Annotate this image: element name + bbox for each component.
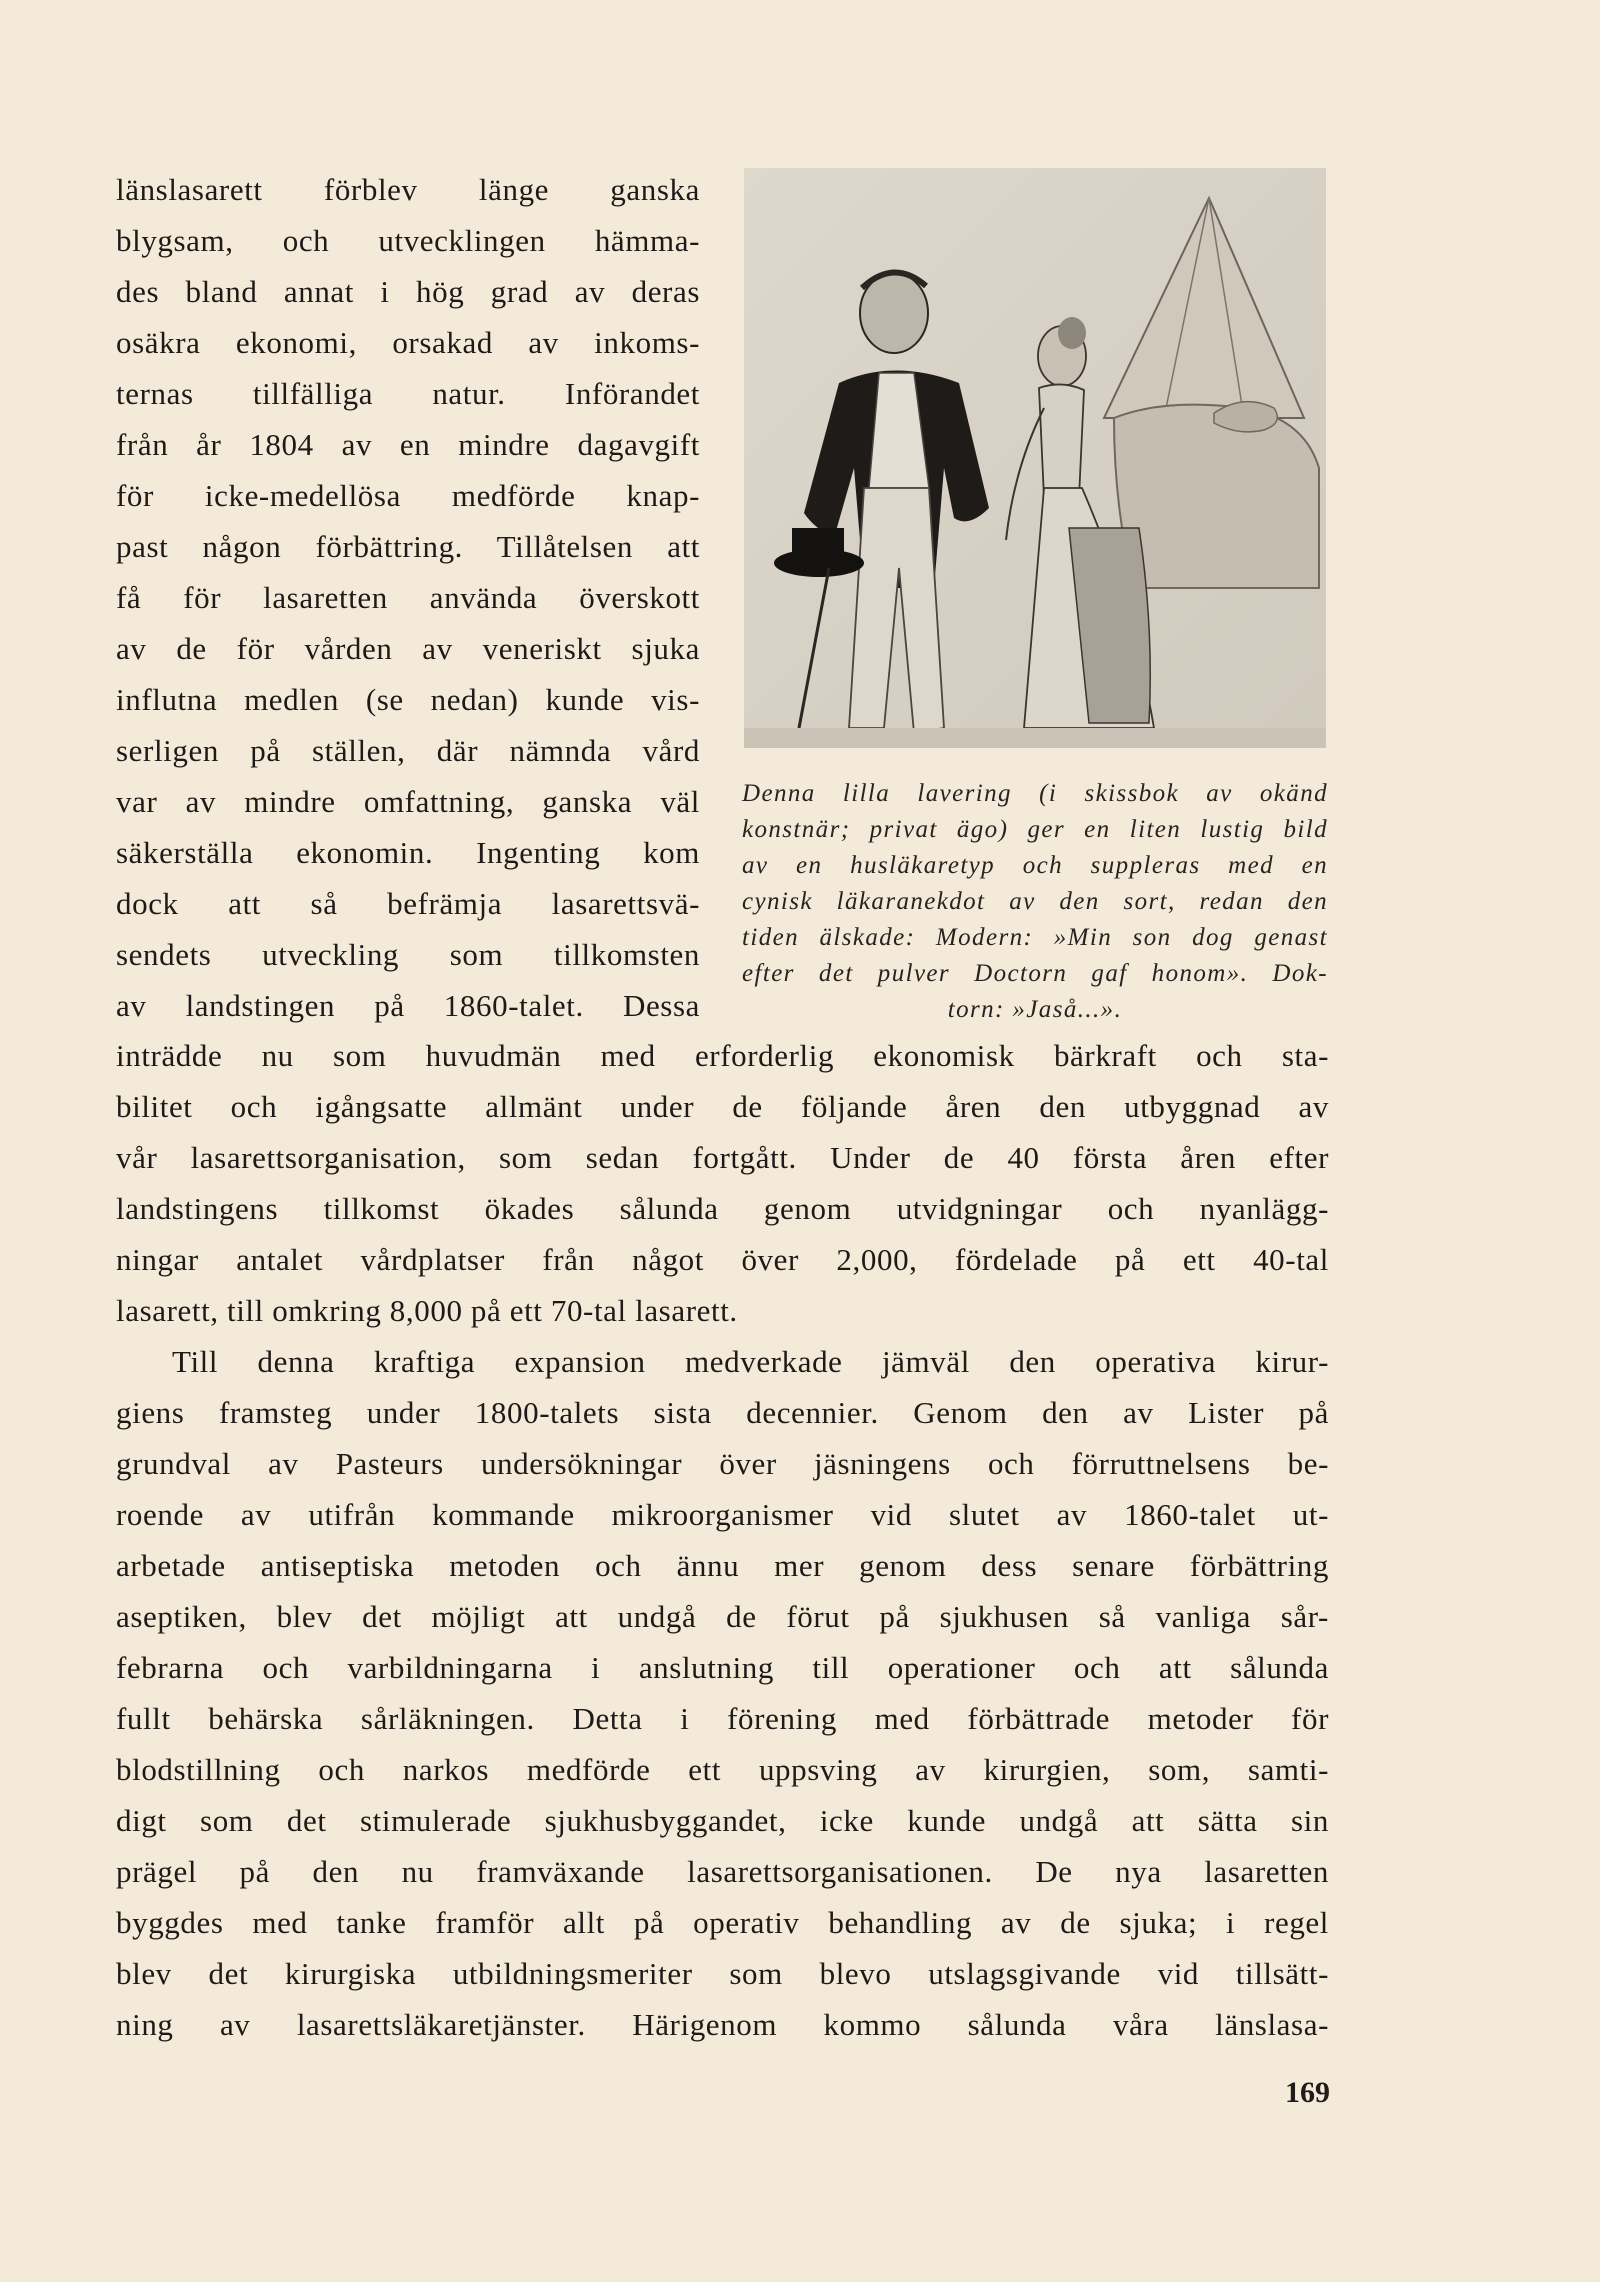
text-line: byggdes med tanke framför allt på operativ behandling av de sjuka; i regel xyxy=(116,1905,1329,1940)
text-line: blygsam, och utvecklingen hämma- xyxy=(116,223,700,258)
text-line: inträdde nu som huvudmän med erforderlig ekonomisk bärkraft och sta- xyxy=(116,1038,1329,1073)
caption-line: Denna lilla lavering (i skissbok av okänd xyxy=(742,780,1328,807)
text-line: giens framsteg under 1800-talets sista decennier. Genom den av Lister på xyxy=(116,1395,1329,1430)
text-line: febrarna och varbildningarna i anslutning till operationer och att sålunda xyxy=(116,1650,1329,1685)
page-number: 169 xyxy=(1285,2076,1330,2109)
text-line: Till denna kraftiga expansion medverkade jämväl den operativa kirur- xyxy=(172,1344,1329,1379)
caption-line: konstnär; privat ägo) ger en liten lustig bild xyxy=(742,816,1328,843)
text-line: fullt behärska sårläkningen. Detta i förening med förbättrade metoder för xyxy=(116,1701,1329,1736)
illustration-doctor-and-woman xyxy=(744,168,1326,748)
text-line: osäkra ekonomi, orsakad av inkoms- xyxy=(116,325,700,360)
caption-line: tiden älskade: Modern: »Min son dog genast xyxy=(742,924,1328,951)
text-line: landstingens tillkomst ökades sålunda genom utvidgningar och nyanlägg- xyxy=(116,1191,1329,1226)
text-line: lasarett, till omkring 8,000 på ett 70-tal lasarett. xyxy=(116,1293,738,1328)
caption-line: torn: »Jaså...». xyxy=(947,996,1123,1023)
text-line: ternas tillfälliga natur. Införandet xyxy=(116,376,700,411)
text-line: ning av lasarettsläkaretjänster. Härigenom kommo sålunda våra länslasa- xyxy=(116,2007,1329,2042)
text-line: grundval av Pasteurs undersökningar över jäsningens och förruttnelsens be- xyxy=(116,1446,1329,1481)
text-line: få för lasaretten använda överskott xyxy=(116,580,700,615)
text-line: blev det kirurgiska utbildningsmeriter som blevo utslagsgivande vid tillsätt- xyxy=(116,1956,1329,1991)
text-line: för icke-medellösa medförde knap- xyxy=(116,478,700,513)
text-line: var av mindre omfattning, ganska väl xyxy=(116,784,700,819)
text-line: säkerställa ekonomin. Ingenting kom xyxy=(116,835,700,870)
text-line: des bland annat i hög grad av deras xyxy=(116,274,700,309)
left-column-text xyxy=(116,164,700,1031)
text-line: influtna medlen (se nedan) kunde vis- xyxy=(116,682,700,717)
figure-caption xyxy=(742,776,1328,1028)
text-line: av de för vården av veneriskt sjuka xyxy=(116,631,700,666)
full-width-text xyxy=(116,1030,1329,2050)
sketch-image xyxy=(744,168,1326,748)
text-line: past någon förbättring. Tillåtelsen att xyxy=(116,529,700,564)
text-line: ningar antalet vårdplatser från något över 2,000, fördelade på ett 40-tal xyxy=(116,1242,1329,1277)
text-line: arbetade antiseptiska metoden och ännu mer genom dess senare förbättring xyxy=(116,1548,1329,1583)
text-line: av landstingen på 1860-talet. Dessa xyxy=(116,988,700,1023)
text-line: prägel på den nu framväxande lasarettsorganisationen. De nya lasaretten xyxy=(116,1854,1329,1889)
text-line: blodstillning och narkos medförde ett uppsving av kirurgien, som, samti- xyxy=(116,1752,1329,1787)
caption-line: av en husläkaretyp och suppleras med en xyxy=(742,852,1328,879)
text-line: serligen på ställen, där nämnda vård xyxy=(116,733,700,768)
text-line: sendets utveckling som tillkomsten xyxy=(116,937,700,972)
text-line: länslasarett förblev länge ganska xyxy=(116,172,700,207)
text-line: roende av utifrån kommande mikroorganismer vid slutet av 1860-talet ut- xyxy=(116,1497,1329,1532)
text-line: aseptiken, blev det möjligt att undgå de förut på sjukhusen så vanliga sår- xyxy=(116,1599,1329,1634)
text-line: dock att så befrämja lasarettsvä- xyxy=(116,886,700,921)
text-line: vår lasarettsorganisation, som sedan fortgått. Under de 40 första åren efter xyxy=(116,1140,1329,1175)
caption-line: efter det pulver Doctorn gaf honom». Dok- xyxy=(742,960,1328,987)
text-line: bilitet och igångsatte allmänt under de följande åren den utbyggnad av xyxy=(116,1089,1329,1124)
text-line: från år 1804 av en mindre dagavgift xyxy=(116,427,700,462)
text-line: digt som det stimulerade sjukhusbyggandet, icke kunde undgå att sätta sin xyxy=(116,1803,1329,1838)
caption-line: cynisk läkaranekdot av den sort, redan den xyxy=(742,888,1328,915)
